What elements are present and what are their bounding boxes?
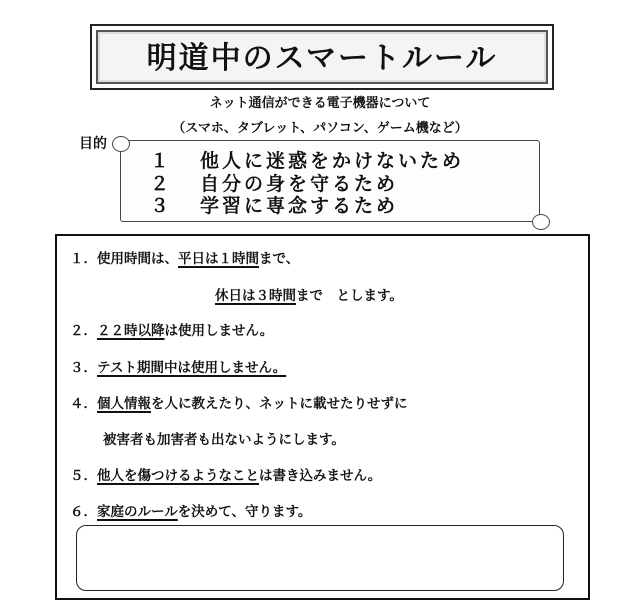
rule-text: まで とします。 — [296, 288, 403, 304]
rule-text: は使用しません。 — [164, 323, 274, 339]
rule-text: 被害者も加害者も出ないようにします。 — [103, 432, 345, 448]
rule-emphasis: 家庭のルール — [97, 504, 178, 520]
rule-text: は書き込みません。 — [259, 468, 382, 484]
rule-number: ３． — [70, 360, 97, 376]
purpose-text: 学習に専念するため — [200, 195, 399, 217]
rule-number: ２． — [70, 323, 97, 339]
page-title: 明道中のスマートルール — [146, 41, 498, 76]
rule-number: １． — [70, 251, 97, 267]
rule-emphasis: 個人情報 — [97, 396, 151, 412]
family-rule-write-box — [76, 525, 564, 591]
subtitle-examples: （スマホ、タブレット、パソコン、ゲーム機など） — [172, 121, 468, 136]
rule-1-continued — [215, 287, 403, 305]
rule-number: ４． — [70, 396, 97, 412]
rule-emphasis: テスト期間中は使用しません。 — [97, 360, 287, 376]
rule-text: まで、 — [259, 251, 300, 267]
purpose-number: ２ — [150, 173, 173, 195]
rule-emphasis: ２２時以降 — [97, 323, 165, 339]
rule-6 — [70, 503, 311, 521]
scroll-curl-bottom — [532, 214, 550, 230]
title-frame — [90, 24, 554, 90]
rule-emphasis: 平日は１時間 — [178, 251, 259, 267]
rule-number: ６． — [70, 504, 97, 520]
scroll-curl-top — [112, 136, 130, 152]
purpose-number: １ — [150, 150, 173, 172]
rule-text: を決めて、守ります。 — [177, 504, 312, 520]
rule-emphasis: 他人を傷つけるようなこと — [97, 468, 259, 484]
purpose-text: 自分の身を守るため — [200, 173, 399, 195]
rule-number: ５． — [70, 468, 97, 484]
rule-4 — [70, 395, 408, 413]
purpose-item — [150, 173, 398, 195]
rule-3 — [70, 359, 286, 377]
purpose-label: 目的 — [79, 136, 107, 152]
rule-emphasis: 休日は３時間 — [215, 288, 296, 304]
rule-text: 使用時間は、 — [97, 251, 178, 267]
purpose-item — [150, 150, 464, 172]
purpose-number: ３ — [150, 195, 173, 217]
rule-4-continued — [103, 431, 345, 449]
purpose-text: 他人に迷惑をかけないため — [200, 150, 465, 172]
rule-2 — [70, 322, 273, 340]
purpose-item — [150, 195, 398, 217]
rule-text: を人に教えたり、ネットに載せたりせずに — [151, 396, 408, 412]
rule-5 — [70, 467, 381, 485]
rule-1 — [70, 250, 299, 268]
subtitle-devices: ネット通信ができる電子機器について — [209, 96, 431, 111]
